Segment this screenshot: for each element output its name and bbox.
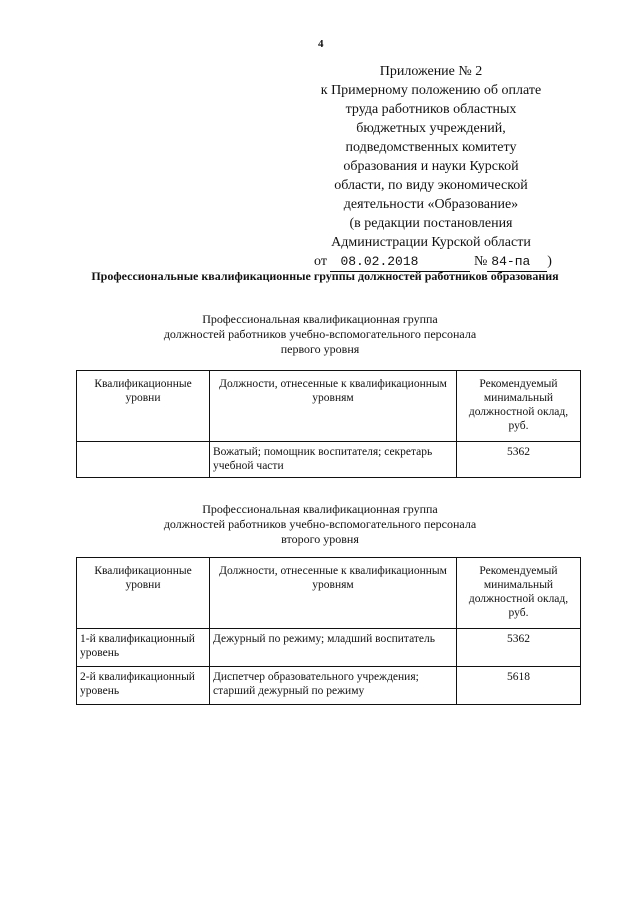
table-header-row bbox=[77, 371, 581, 442]
group-1-title bbox=[110, 312, 530, 357]
appendix-block bbox=[300, 62, 562, 272]
cell-salary: 5618 bbox=[457, 667, 581, 705]
cell-level: 1-й квалификационный уровень bbox=[77, 629, 210, 667]
page-number: 4 bbox=[318, 38, 324, 50]
header-salary: Рекомендуемый минимальный должностной оклад, руб. bbox=[457, 558, 581, 629]
table-header-row bbox=[77, 558, 581, 629]
appendix-line: к Примерному положению об оплате bbox=[320, 83, 542, 98]
group-title-line: Профессиональная квалификационная группа bbox=[202, 312, 438, 326]
appendix-line: труда работников областных bbox=[345, 102, 517, 117]
appendix-line: образования и науки Курской bbox=[343, 159, 519, 174]
appendix-line: Приложение № 2 bbox=[379, 64, 483, 79]
group-title-line: первого уровня bbox=[280, 342, 360, 356]
decree-date: 08.02.2018 bbox=[330, 252, 470, 272]
group-title-line: должностей работников учебно-вспомогательного персонала bbox=[163, 517, 477, 531]
number-prefix: № bbox=[473, 254, 488, 269]
date-prefix: от bbox=[314, 254, 327, 269]
header-positions: Должности, отнесенные к квалификационным уровням bbox=[210, 371, 457, 442]
decree-number: 84-па bbox=[487, 252, 547, 272]
appendix-line: области, по виду экономической bbox=[334, 178, 528, 193]
cell-salary: 5362 bbox=[457, 629, 581, 667]
group-2-table bbox=[76, 557, 581, 705]
group-title-line: должностей работников учебно-вспомогательного персонала bbox=[163, 327, 477, 341]
cell-salary: 5362 bbox=[457, 442, 581, 478]
cell-level bbox=[77, 442, 210, 478]
header-positions: Должности, отнесенные к квалификационным уровням bbox=[210, 558, 457, 629]
cell-level: 2-й квалификационный уровень bbox=[77, 667, 210, 705]
table-row bbox=[77, 667, 581, 705]
appendix-line: подведомственных комитету bbox=[345, 140, 517, 155]
group-1-table bbox=[76, 370, 581, 478]
group-title-line: второго уровня bbox=[281, 532, 359, 546]
appendix-line: бюджетных учреждений, bbox=[356, 121, 506, 136]
header-levels: Квалификационные уровни bbox=[77, 371, 210, 442]
cell-positions: Дежурный по режиму; младший воспитатель bbox=[210, 629, 457, 667]
header-levels: Квалификационные уровни bbox=[77, 558, 210, 629]
group-2-title bbox=[110, 502, 530, 547]
appendix-line: Администрации Курской области bbox=[331, 235, 531, 250]
header-salary: Рекомендуемый минимальный должностной оклад, руб. bbox=[457, 371, 581, 442]
table-row bbox=[77, 442, 581, 478]
table-row bbox=[77, 629, 581, 667]
main-title: Профессиональные квалификационные группы должностей работников образования bbox=[91, 269, 559, 283]
group-title-line: Профессиональная квалификационная группа bbox=[202, 502, 438, 516]
cell-positions: Вожатый; помощник воспитателя; секретарь учебной части bbox=[210, 442, 457, 478]
appendix-line: (в редакции постановления bbox=[349, 216, 513, 231]
cell-positions: Диспетчер образовательного учреждения; старший дежурный по режиму bbox=[210, 667, 457, 705]
appendix-line: деятельности «Образование» bbox=[343, 197, 519, 212]
closing-paren: ) bbox=[547, 254, 552, 269]
